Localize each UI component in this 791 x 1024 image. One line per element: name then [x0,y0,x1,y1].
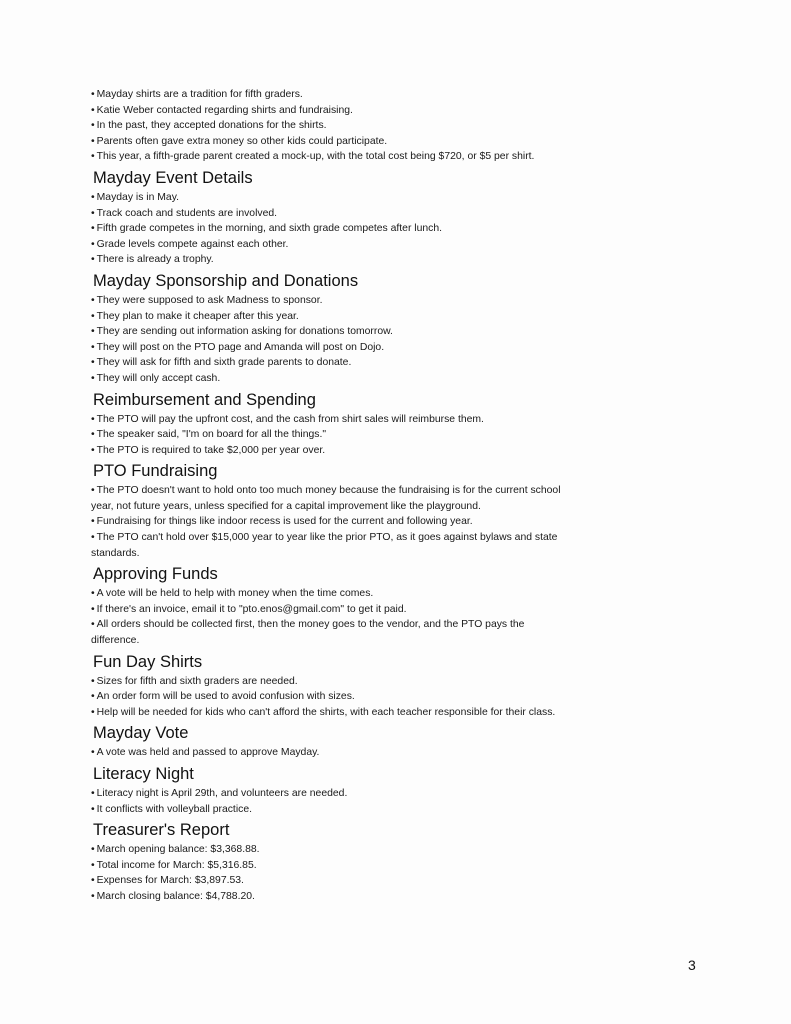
bullet-item [91,873,561,889]
bullet-icon: • [91,135,95,147]
bullet-text: The PTO doesn't want to hold onto too much money because the fundraising is for the current school year, not future years, unless specified for a capital improvement like the playground. [91,485,561,512]
section-title: Reimbursement and Spending [93,390,316,409]
section [91,168,561,268]
bullet-text: A vote will be held to help with money when the time comes. [96,588,374,600]
bullet-icon: • [91,191,95,203]
bullet-item [91,427,561,443]
bullet-item [91,602,561,618]
bullet-text: Mayday is in May. [96,191,180,203]
section-title: Fun Day Shirts [93,652,203,671]
bullet-item [91,206,561,222]
bullet-icon: • [91,357,95,369]
bullet-item [91,190,561,206]
bullet-item [91,118,561,134]
bullet-text: An order form will be used to avoid confusion with sizes. [96,691,355,703]
bullet-icon: • [91,875,95,887]
bullet-icon: • [91,588,95,600]
bullet-item [91,103,561,119]
bullet-text: A vote was held and passed to approve Mayday. [96,747,320,759]
section [91,723,561,761]
bullet-item [91,689,561,705]
section-title: Mayday Vote [93,724,189,743]
bullet-item [91,371,561,387]
bullet-item [91,412,561,428]
bullet-item [91,483,561,514]
bullet-icon: • [91,675,95,687]
section [91,820,561,904]
section [91,271,561,387]
bullet-icon: • [91,485,95,497]
bullet-text: March closing balance: $4,788.20. [96,890,255,902]
bullet-item [91,842,561,858]
bullet-text: March opening balance: $3,368.88. [96,844,260,856]
bullet-text: Grade levels compete against each other. [96,238,289,250]
bullet-icon: • [91,890,95,902]
bullet-item [91,674,561,690]
section [91,564,561,648]
bullet-icon: • [91,238,95,250]
bullet-item [91,802,561,818]
bullet-item [91,530,561,561]
bullet-text: This year, a fifth-grade parent created a mock-up, with the total cost being $720, or $5 per shirt. [96,151,535,163]
bullet-text: They will ask for fifth and sixth grade parents to donate. [96,357,352,369]
bullet-text: The PTO can't hold over $15,000 year to year like the prior PTO, as it goes against bylaws and state standards. [91,532,558,559]
bullet-text: It conflicts with volleyball practice. [96,803,252,815]
bullet-item [91,252,561,268]
section-title: PTO Fundraising [93,462,218,481]
bullet-icon: • [91,706,95,718]
section-title: Treasurer's Report [93,821,230,840]
bullet-icon: • [91,89,95,100]
bullet-text: The PTO is required to take $2,000 per year over. [96,444,326,456]
section-title: Mayday Sponsorship and Donations [93,271,359,290]
bullet-item [91,586,561,602]
section-title: Approving Funds [93,565,218,584]
bullet-item [91,293,561,309]
bullet-item [91,889,561,905]
bullet-icon: • [91,691,95,703]
bullet-icon: • [91,803,95,815]
sections-container [91,168,561,905]
bullet-text: They will only accept cash. [96,372,221,384]
bullet-text: Parents often gave extra money so other kids could participate. [96,135,388,147]
bullet-item [91,355,561,371]
bullet-icon: • [91,532,95,544]
bullet-text: They will post on the PTO page and Amanda will post on Dojo. [96,341,385,353]
bullet-text: The speaker said, "I'm on board for all the things." [96,429,327,441]
bullet-icon: • [91,104,95,116]
bullet-text: In the past, they accepted donations for the shirts. [96,120,327,132]
section [91,764,561,817]
bullet-item [91,237,561,253]
bullet-item [91,324,561,340]
bullet-icon: • [91,859,95,871]
bullet-icon: • [91,413,95,425]
bullet-text: Help will be needed for kids who can't afford the shirts, with each teacher responsible for their class. [96,706,556,718]
bullet-text: Expenses for March: $3,897.53. [96,875,244,887]
bullet-text: Fifth grade competes in the morning, and sixth grade competes after lunch. [96,223,443,235]
bullet-icon: • [91,310,95,322]
bullet-icon: • [91,254,95,266]
bullet-text: Literacy night is April 29th, and volunteers are needed. [96,788,348,799]
bullet-icon: • [91,372,95,384]
bullet-item [91,309,561,325]
bullet-icon: • [91,747,95,759]
bullet-item [91,786,561,802]
bullet-item [91,221,561,237]
section [91,652,561,721]
bullet-item [91,87,561,103]
bullet-icon: • [91,326,95,338]
bullet-item [91,617,561,648]
bullet-icon: • [91,294,95,306]
bullet-icon: • [91,788,95,799]
bullet-icon: • [91,516,95,528]
bullet-item [91,149,561,165]
section [91,461,561,561]
bullet-icon: • [91,223,95,235]
bullet-text: Total income for March: $5,316.85. [96,859,257,871]
bullet-icon: • [91,844,95,856]
bullet-text: If there's an invoice, email it to "pto.enos@gmail.com" to get it paid. [96,603,407,615]
bullet-text: Track coach and students are involved. [96,207,278,219]
bullet-icon: • [91,619,95,631]
bullet-icon: • [91,207,95,219]
page-content [91,87,561,905]
bullet-icon: • [91,603,95,615]
bullet-icon: • [91,151,95,163]
bullet-icon: • [91,444,95,456]
bullet-text: They were supposed to ask Madness to sponsor. [96,294,323,306]
bullet-text: Fundraising for things like indoor recess is used for the current and following year. [96,516,473,528]
bullet-text: Mayday shirts are a tradition for fifth graders. [96,89,303,100]
bullet-item [91,745,561,761]
section [91,390,561,459]
section-title: Mayday Event Details [93,168,253,187]
bullet-item [91,705,561,721]
bullet-icon: • [91,429,95,441]
bullet-text: Sizes for fifth and sixth graders are needed. [96,675,298,687]
bullet-item [91,340,561,356]
bullet-text: There is already a trophy. [96,254,214,266]
intro-bullets [91,87,561,165]
bullet-icon: • [91,341,95,353]
bullet-text: Katie Weber contacted regarding shirts and fundraising. [96,104,353,116]
bullet-item [91,514,561,530]
bullet-icon: • [91,120,95,132]
bullet-text: They plan to make it cheaper after this year. [96,310,299,322]
bullet-text: The PTO will pay the upfront cost, and the cash from shirt sales will reimburse them. [96,413,484,425]
bullet-text: All orders should be collected first, then the money goes to the vendor, and the PTO pays the difference. [91,619,525,647]
section-title: Literacy Night [93,765,194,783]
bullet-text: They are sending out information asking for donations tomorrow. [96,326,393,338]
page-number: 3 [688,957,696,973]
bullet-item [91,134,561,150]
bullet-item [91,443,561,459]
bullet-item [91,858,561,874]
